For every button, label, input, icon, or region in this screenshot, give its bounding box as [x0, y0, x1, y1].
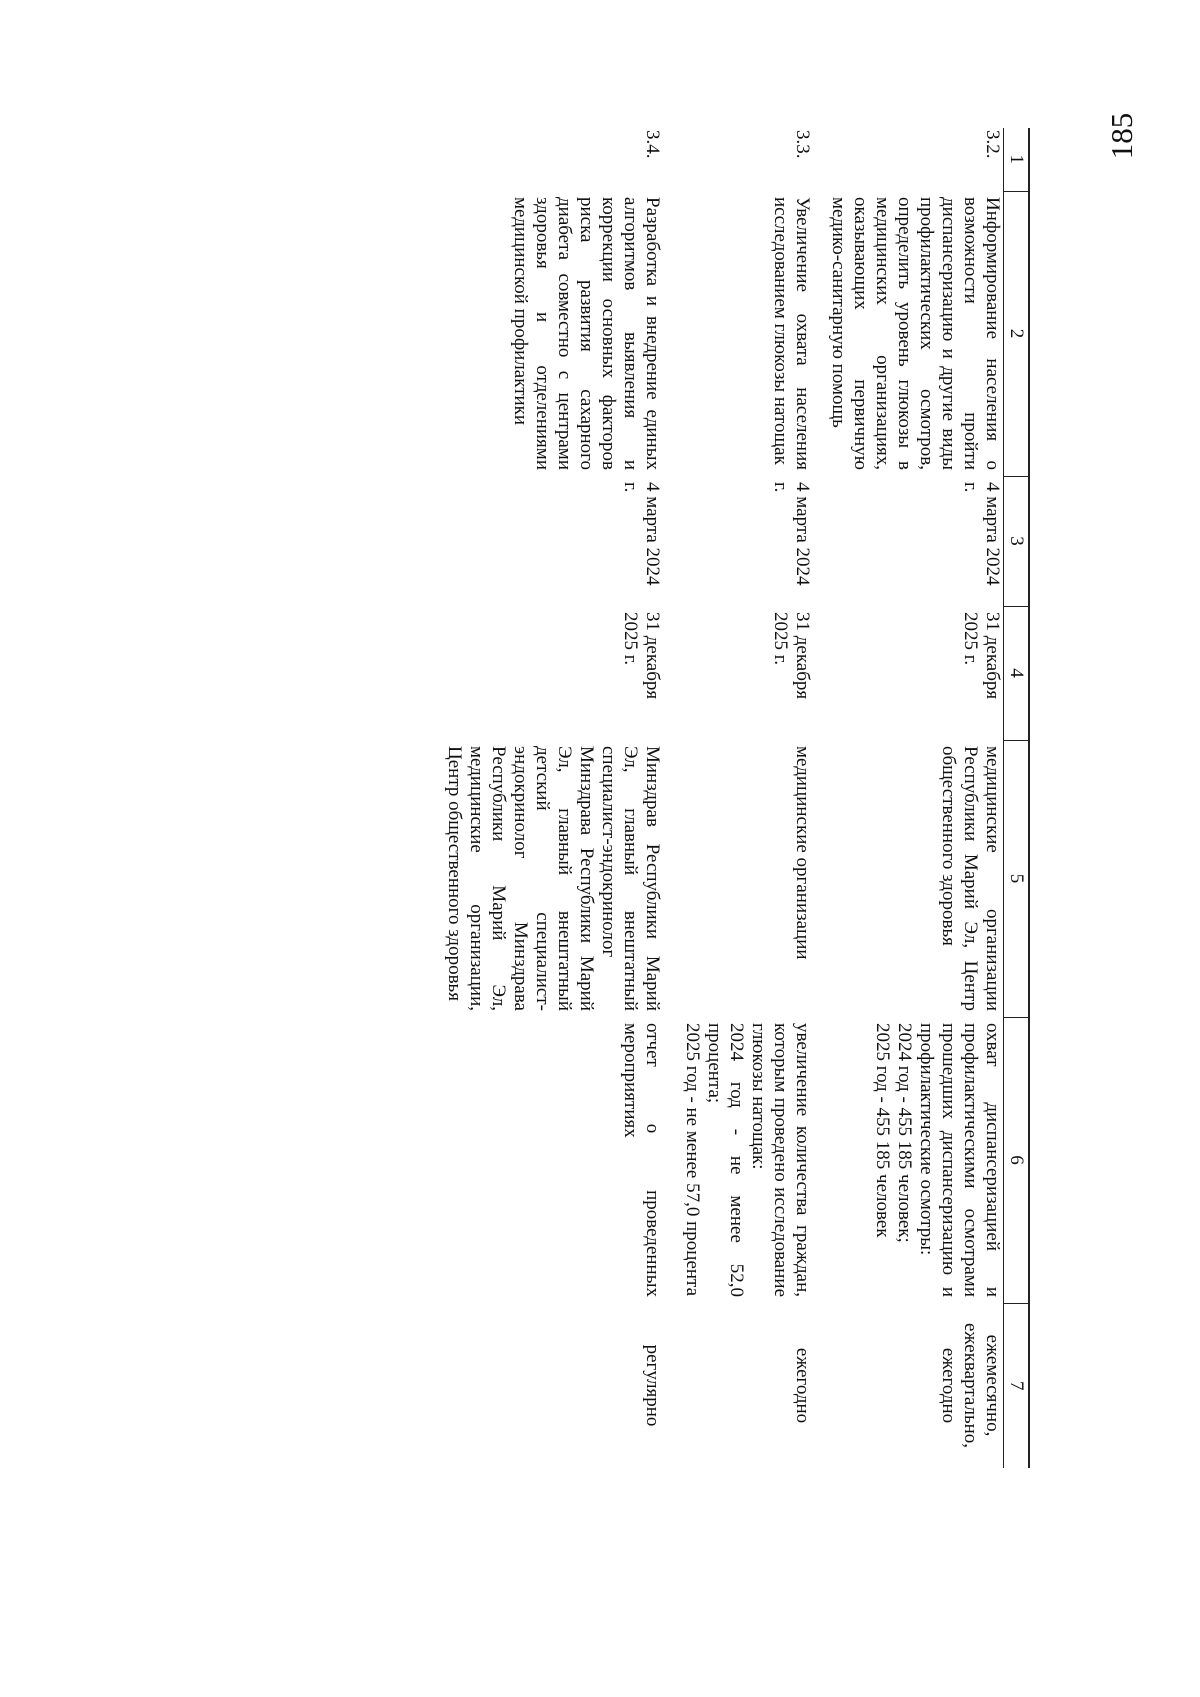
row-result [827, 1017, 1004, 1303]
row-result [681, 1017, 827, 1303]
row-start-date: 4 марта 2024 г. [620, 482, 663, 586]
row-description: Информирование населения о возможности пройти диспансеризацию и другие виды профилактических осмотров, определить уровень глюкозы в медицинских организациях, оказывающих первичную медико-санитарную помощь [828, 197, 1003, 470]
row-end-date: 31 декабря 2025 г. [770, 612, 813, 700]
row-period: регулярно [642, 1344, 663, 1427]
row-result-line: 2024 год - не менее 52,0 процента; [704, 1023, 747, 1297]
row-executors: Минздрав Республики Марий Эл, главный внештатный специалист-эндокринолог Минздрава Республики Марий Эл, главный внештатный детский специалист-эндокринолог Минздрава Республики Марий Эл, медицинские организации, Центр общественного здоровья [444, 746, 663, 1011]
row-result-line: увеличение количества граждан, которым проведено исследование глюкозы натощак: [748, 1023, 813, 1297]
activity-table [443, 128, 1030, 1468]
column-header: 3 [1004, 476, 1030, 606]
row-period: ежегодно [792, 1347, 813, 1424]
table-header-row [1004, 128, 1030, 1468]
row-start-date: 4 марта 2024 г. [960, 482, 1003, 586]
row-result [443, 1017, 681, 1303]
row-result-line: 2025 год - 455 185 человек [872, 1023, 893, 1238]
column-header: 1 [1004, 128, 1030, 191]
table-row [681, 128, 827, 1468]
row-period: ежемесячно, ежеквартально, ежегодно [938, 1322, 1003, 1449]
column-header: 7 [1004, 1303, 1030, 1468]
column-header: 6 [1004, 1017, 1030, 1303]
column-header: 4 [1004, 606, 1030, 740]
row-executors: медицинские организации [792, 746, 813, 960]
row-executors: медицинские организации Республики Марий Эл, Центр общественного здоровья [938, 746, 1003, 1011]
row-number: 3.3. [792, 130, 813, 159]
row-result-line: 2025 год - не менее 57,0 процента [682, 1023, 703, 1297]
row-start-date: 4 марта 2024 г. [770, 482, 813, 586]
row-description: Увеличение охвата населения исследованием глюкозы натощак [770, 197, 813, 470]
row-number: 3.4. [642, 130, 663, 159]
row-number: 3.2. [982, 130, 1003, 159]
row-result-line: охват диспансеризацией и профилактическими осмотрами прошедших диспансеризацию и профилактические осмотры: [916, 1023, 1003, 1297]
table-row [443, 128, 681, 1468]
page-number: 185 [1104, 112, 1139, 160]
row-result-line: 2024 год - 455 185 человек; [894, 1023, 915, 1243]
row-result-line: отчет о проведенных мероприятиях [620, 1023, 663, 1297]
table-row [827, 128, 1004, 1468]
column-header: 5 [1004, 740, 1030, 1017]
row-description: Разработка и внедрение единых алгоритмов выявления и коррекции основных факторов риска развития сахарного диабета совместно с центрами здоровья и отделениями медицинской профилактики [510, 197, 663, 470]
row-end-date: 31 декабря 2025 г. [620, 612, 663, 700]
row-end-date: 31 декабря 2025 г. [960, 612, 1003, 700]
column-header: 2 [1004, 191, 1030, 476]
rotated-table-container [210, 128, 1030, 1468]
